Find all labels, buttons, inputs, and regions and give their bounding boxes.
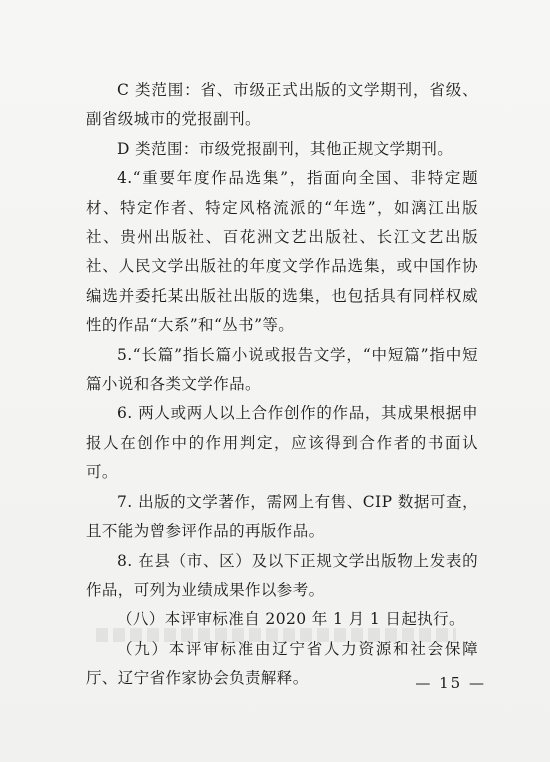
- paragraph-item-4: 4.“重要年度作品选集”，指面向全国、非特定题材、特定作者、特定风格流派的“年选”，如漓江出版社、贵州出版社、百花洲文艺出版社、长江文艺出版社、人民文学出版社的年度文学作品选集，或中国作协编选并委托某出版社出版的选集，也包括具有同样权威性的作品“大系”和“丛书”等。: [86, 169, 478, 335]
- paragraph-section-9: （九）本评审标准由辽宁省人力资源和社会保障厅、辽宁省作家协会负责解释。: [86, 639, 478, 688]
- paragraph-d-category: D 类范围：市级党报副刊，其他正规文学期刊。: [117, 139, 454, 158]
- paragraph-item-6: 6. 两人或两人以上合作创作的作品，其成果根据申报人在创作中的作用判定，应该得到合作者的书面认可。: [86, 404, 478, 482]
- paragraph-item-8: 8. 在县（市、区）及以下正规文学出版物上发表的作品，可列为业绩成果作以参考。: [86, 551, 478, 599]
- page-number: — 15 —: [415, 674, 486, 692]
- paragraph-item-5: 5.“长篇”指长篇小说或报告文学，“中短篇”指中短篇小说和各类文学作品。: [86, 345, 478, 394]
- paragraph-c-category: C 类范围：省、市级正式出版的文学期刊，省级、副省级城市的党报副刊。: [86, 81, 478, 129]
- paragraph-section-8: （八）本评审标准自 2020 年 1 月 1 日起执行。: [117, 610, 465, 629]
- paragraph-item-7: 7. 出版的文学著作，需网上有售、CIP 数据可查，且不能为曾参评作品的再版作品。: [86, 492, 478, 541]
- document-body: [86, 76, 478, 694]
